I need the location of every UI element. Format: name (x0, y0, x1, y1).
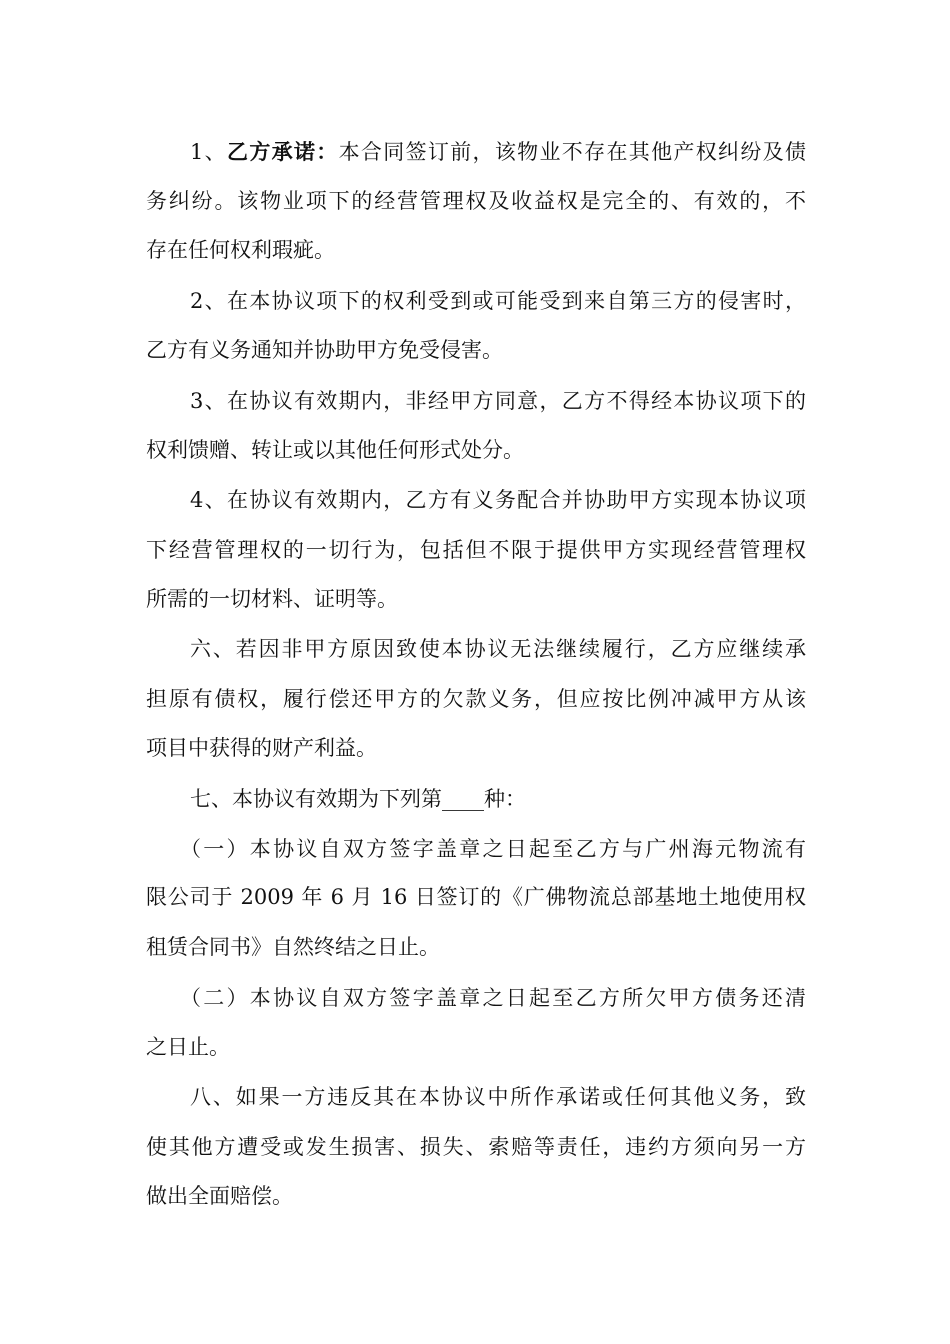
paragraph-7b-line-1: （二）本协议自双方签字盖章之日起至乙方所欠甲方债务还清 (180, 986, 806, 1010)
paragraph-8-line-3: 做出全面赔偿。 (146, 1184, 293, 1208)
paragraph-7a-line-1: （一）本协议自双方签字盖章之日起至乙方与广州海元物流有 (180, 837, 806, 861)
paragraph-2-line-2: 乙方有义务通知并协助甲方免受侵害。 (146, 338, 503, 362)
paragraph-7-line-1: 七、本协议有效期为下列第____种： (190, 787, 526, 811)
paragraph-4-line-3: 所需的一切材料、证明等。 (146, 587, 398, 611)
clause-number: 1、 (190, 140, 227, 164)
paragraph-6-line-2: 担原有债权，履行偿还甲方的欠款义务，但应按比例冲减甲方从该 (146, 687, 806, 711)
paragraph-8-line-1: 八、如果一方违反其在本协议中所作承诺或任何其他义务，致 (190, 1085, 806, 1109)
clause-label: 乙方承诺： (227, 139, 339, 164)
paragraph-7a-line-2: 限公司于 2009 年 6 月 16 日签订的《广佛物流总部基地土地使用权 (146, 885, 806, 909)
paragraph-1-line-3: 存在任何权利瑕疵。 (146, 238, 335, 262)
paragraph-6-line-3: 项目中获得的财产利益。 (146, 736, 377, 760)
paragraph-8-line-2: 使其他方遭受或发生损害、损失、索赔等责任，违约方须向另一方 (146, 1135, 806, 1159)
paragraph-1-line-1 (190, 139, 806, 165)
paragraph-7b-line-2: 之日止。 (146, 1035, 230, 1059)
paragraph-4-line-2: 下经营管理权的一切行为，包括但不限于提供甲方实现经营管理权 (146, 538, 806, 562)
paragraph-7a-line-3: 租赁合同书》自然终结之日止。 (146, 935, 440, 959)
paragraph-3-line-2: 权利馈赠、转让或以其他任何形式处分。 (146, 438, 524, 462)
paragraph-4-line-1: 4、在协议有效期内，乙方有义务配合并协助甲方实现本协议项 (190, 488, 806, 512)
paragraph-1-line-2: 务纠纷。该物业项下的经营管理权及收益权是完全的、有效的，不 (146, 189, 806, 213)
paragraph-2-line-1: 2、在本协议项下的权利受到或可能受到来自第三方的侵害时， (190, 289, 806, 313)
clause-text: 本合同签订前，该物业不存在其他产权纠纷及债 (338, 140, 806, 164)
paragraph-6-line-1: 六、若因非甲方原因致使本协议无法继续履行，乙方应继续承 (190, 637, 806, 661)
paragraph-3-line-1: 3、在协议有效期内，非经甲方同意，乙方不得经本协议项下的 (190, 389, 806, 413)
